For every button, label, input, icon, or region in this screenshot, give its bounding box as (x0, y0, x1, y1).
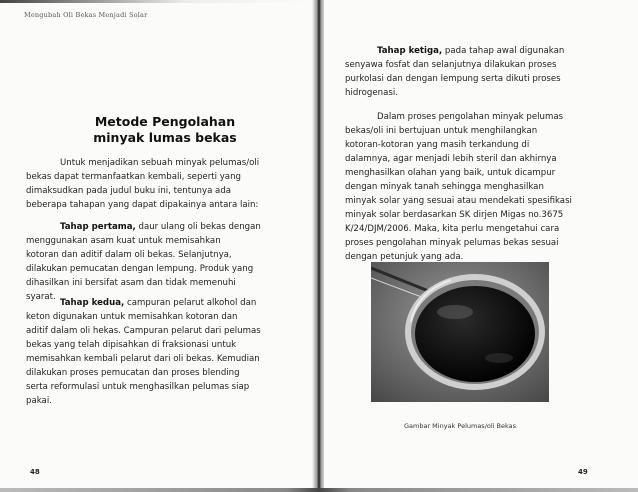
left-page (0, 0, 314, 492)
step-one-label: Tahap pertama, (60, 222, 136, 232)
text-line (26, 220, 282, 234)
text-line: minyak solar berdasarkan SK dirjen Migas no.3675 (345, 210, 564, 220)
text-line: kotoran dan aditif dalam oli bekas. Selanjutnya, (26, 250, 232, 260)
page-bottom-edge-shadow (0, 488, 638, 492)
text-line: dengan minyak tanah sehingga menghasilkan (345, 182, 544, 192)
page-number-left: 48 (30, 468, 40, 476)
page-number-right: 49 (578, 468, 588, 476)
text-line: Dalam proses pengolahan minyak pelumas (377, 112, 564, 122)
step-three-paragraph (345, 44, 601, 100)
process-paragraph (345, 110, 601, 264)
text-line: dihasilkan ini bersifat asam dan tidak memenuhi (26, 278, 236, 288)
text-line-rest: daur ulang oli bekas dengan (135, 222, 261, 232)
text-line-rest: campuran pelarut alkohol dan (124, 298, 257, 308)
text-line-rest: pada tahap awal digunakan (442, 46, 565, 56)
text-line: keton digunakan untuk memisahkan kotoran dan (26, 312, 238, 322)
text-line: Untuk menjadikan sebuah minyak pelumas/oli (60, 158, 260, 168)
text-line: bekas/oli ini bertujuan untuk menghilangkan (345, 126, 538, 136)
text-line: dilakukan pemucatan dengan lempung. Produk yang (26, 264, 254, 274)
text-line: bekas dapat termanfaatkan kembali, seperti yang (26, 172, 241, 182)
text-line: hidrogenasi. (345, 88, 398, 98)
text-line: minyak solar yang sesuai atau mendekati spesifikasi (345, 196, 572, 206)
used-oil-photo-illustration (371, 262, 549, 402)
text-line: dengan petunjuk yang ada. (345, 252, 464, 262)
chapter-title-line-1: Metode Pengolahan (94, 114, 236, 129)
text-line: dimaksudkan pada judul buku ini, tentunya ada (26, 186, 232, 196)
text-line (26, 296, 282, 310)
chapter-title (40, 114, 290, 146)
text-line: menghasilkan olahan yang baik, untuk dicampur (345, 168, 556, 178)
text-line: senyawa fosfat dan selanjutnya dilakukan proses (345, 60, 557, 70)
text-line: syarat. (26, 292, 56, 302)
step-three-label: Tahap ketiga, (377, 46, 443, 56)
text-line: dalamnya, agar menjadi lebih steril dan akhirnya (345, 154, 557, 164)
text-line: purkolasi dan dengan lempung serta dikuti proses (345, 74, 561, 84)
chapter-title-line-2: minyak lumas bekas (93, 130, 237, 145)
text-line: menggunakan asam kuat untuk memisahkan (26, 236, 221, 246)
page-top-edge-shadow (0, 0, 312, 3)
text-line: K/24/DJM/2006. Maka, kita perlu mengetahui cara (345, 224, 560, 234)
step-two-label: Tahap kedua, (60, 298, 125, 308)
text-line: beberapa tahapan yang dapat dipakainya antara lain: (26, 200, 259, 210)
text-line: aditif dalam oli hekas. Campuran pelarut dari pelumas (26, 326, 261, 336)
text-line: serta reformulasi untuk menghasilkan pelumas siap (26, 382, 250, 392)
text-line: kotoran-kotoran yang masih terkandung di (345, 140, 530, 150)
text-line: bekas yang telah dipisahkan di fraksionasi untuk (26, 340, 237, 350)
intro-paragraph (26, 156, 282, 212)
step-one-paragraph (26, 220, 282, 304)
text-line: dilakukan proses pemucatan dan proses blending (26, 368, 240, 378)
running-head: Mengubah Oli Bekas Menjadi Solar (24, 11, 148, 19)
text-line: pakai. (26, 396, 52, 406)
photo-caption: Gambar Minyak Pelumas/oli Bekas (403, 422, 517, 430)
text-line: proses pengolahan minyak pelumas bekas sesuai (345, 238, 559, 248)
text-line (345, 44, 601, 58)
step-two-paragraph (26, 296, 282, 408)
used-oil-photo (371, 262, 549, 402)
text-line: memisahkan kembali pelarut dari oli bekas. Kemudian (26, 354, 260, 364)
